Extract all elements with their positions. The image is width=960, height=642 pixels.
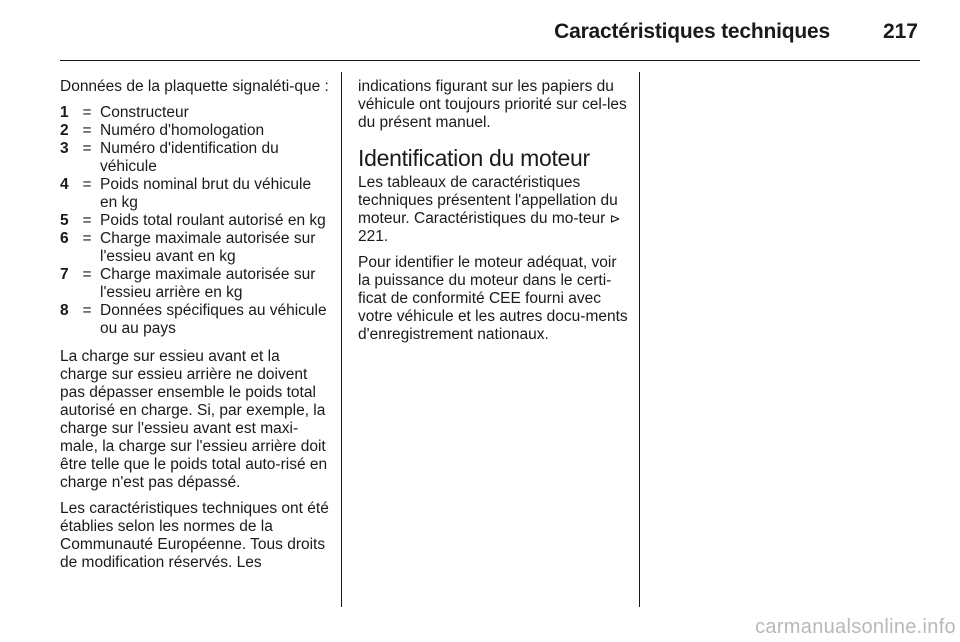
footer-watermark: carmanualsonline.info	[755, 616, 956, 638]
definition-item	[60, 266, 330, 302]
definition-item	[60, 140, 330, 176]
specs-paragraph: Les caractéristiques techniques ont été établies selon les normes de la Communauté Européenne. Tous droits de modification réservés. Les	[60, 500, 329, 571]
page-reference-link[interactable]: 221.	[358, 228, 389, 245]
page-header	[60, 14, 920, 54]
plate-intro: Données de la plaquette signaléti-que :	[60, 78, 329, 95]
definition-equals: =	[82, 176, 92, 193]
definition-item	[60, 302, 330, 338]
definition-number: 4	[60, 176, 69, 193]
definition-number: 2	[60, 122, 69, 139]
page-reference-arrow-icon: ⊳	[609, 211, 621, 226]
definition-text: Poids total roulant autorisé en kg	[100, 212, 326, 229]
definition-text: Charge maximale autorisée sur l'essieu avant en kg	[100, 230, 316, 265]
page-number: 217	[882, 20, 918, 43]
definition-equals: =	[82, 230, 92, 247]
axle-load-paragraph: La charge sur essieu avant et la charge sur essieu arrière ne doivent pas dépasser ensemble le poids total autorisé en charge. Si, par exemple, la charge sur l'essieu avant est maxi-male, la charge sur l'essieu arrière doit être telle que le poids total auto-risé en charge n'est pas dépassé.	[60, 348, 328, 491]
definition-equals: =	[82, 140, 92, 157]
definition-number: 8	[60, 302, 69, 319]
definition-item	[60, 230, 330, 266]
specs-paragraph-continued: indications figurant sur les papiers du véhicule ont toujours priorité sur cel-les du présent manuel.	[358, 78, 627, 131]
column-divider-left	[341, 72, 342, 607]
definition-equals: =	[82, 104, 92, 121]
definition-text: Poids nominal brut du véhicule en kg	[100, 176, 312, 211]
definition-item	[60, 104, 330, 122]
definition-text: Données spécifiques au véhicule ou au pays	[100, 302, 327, 337]
column-divider-right	[639, 72, 640, 607]
definition-number: 7	[60, 266, 69, 283]
engine-tables-paragraph	[358, 174, 628, 246]
column-left	[60, 78, 330, 580]
definition-text: Constructeur	[100, 104, 189, 121]
definition-item	[60, 176, 330, 212]
definition-item	[60, 212, 330, 230]
definition-text: Numéro d'identification du véhicule	[100, 140, 279, 175]
definition-equals: =	[82, 212, 92, 229]
definition-text: Numéro d'homologation	[100, 122, 265, 139]
definition-equals: =	[82, 266, 92, 283]
definition-number: 1	[60, 104, 69, 121]
column-middle	[358, 78, 628, 352]
plate-definition-list	[60, 104, 330, 338]
definition-number: 3	[60, 140, 69, 157]
page-title: Caractéristiques techniques	[554, 20, 830, 43]
engine-tables-text: Les tableaux de caractéristiques techniques présentent l'appellation du moteur. Caractéristiques du mo-teur	[358, 174, 618, 227]
header-rule	[60, 60, 920, 61]
definition-equals: =	[82, 302, 92, 319]
definition-number: 5	[60, 212, 69, 229]
definition-text: Charge maximale autorisée sur l'essieu arrière en kg	[100, 266, 316, 301]
definition-number: 6	[60, 230, 69, 247]
engine-identify-paragraph: Pour identifier le moteur adéquat, voir la puissance du moteur dans le certi-ficat de conformité CEE fourni avec votre véhicule et les autres docu-ments d'enregistrement nationaux.	[358, 254, 628, 343]
definition-equals: =	[82, 122, 92, 139]
section-heading-engine-identification: Identification du moteur	[358, 145, 590, 171]
definition-item	[60, 122, 330, 140]
